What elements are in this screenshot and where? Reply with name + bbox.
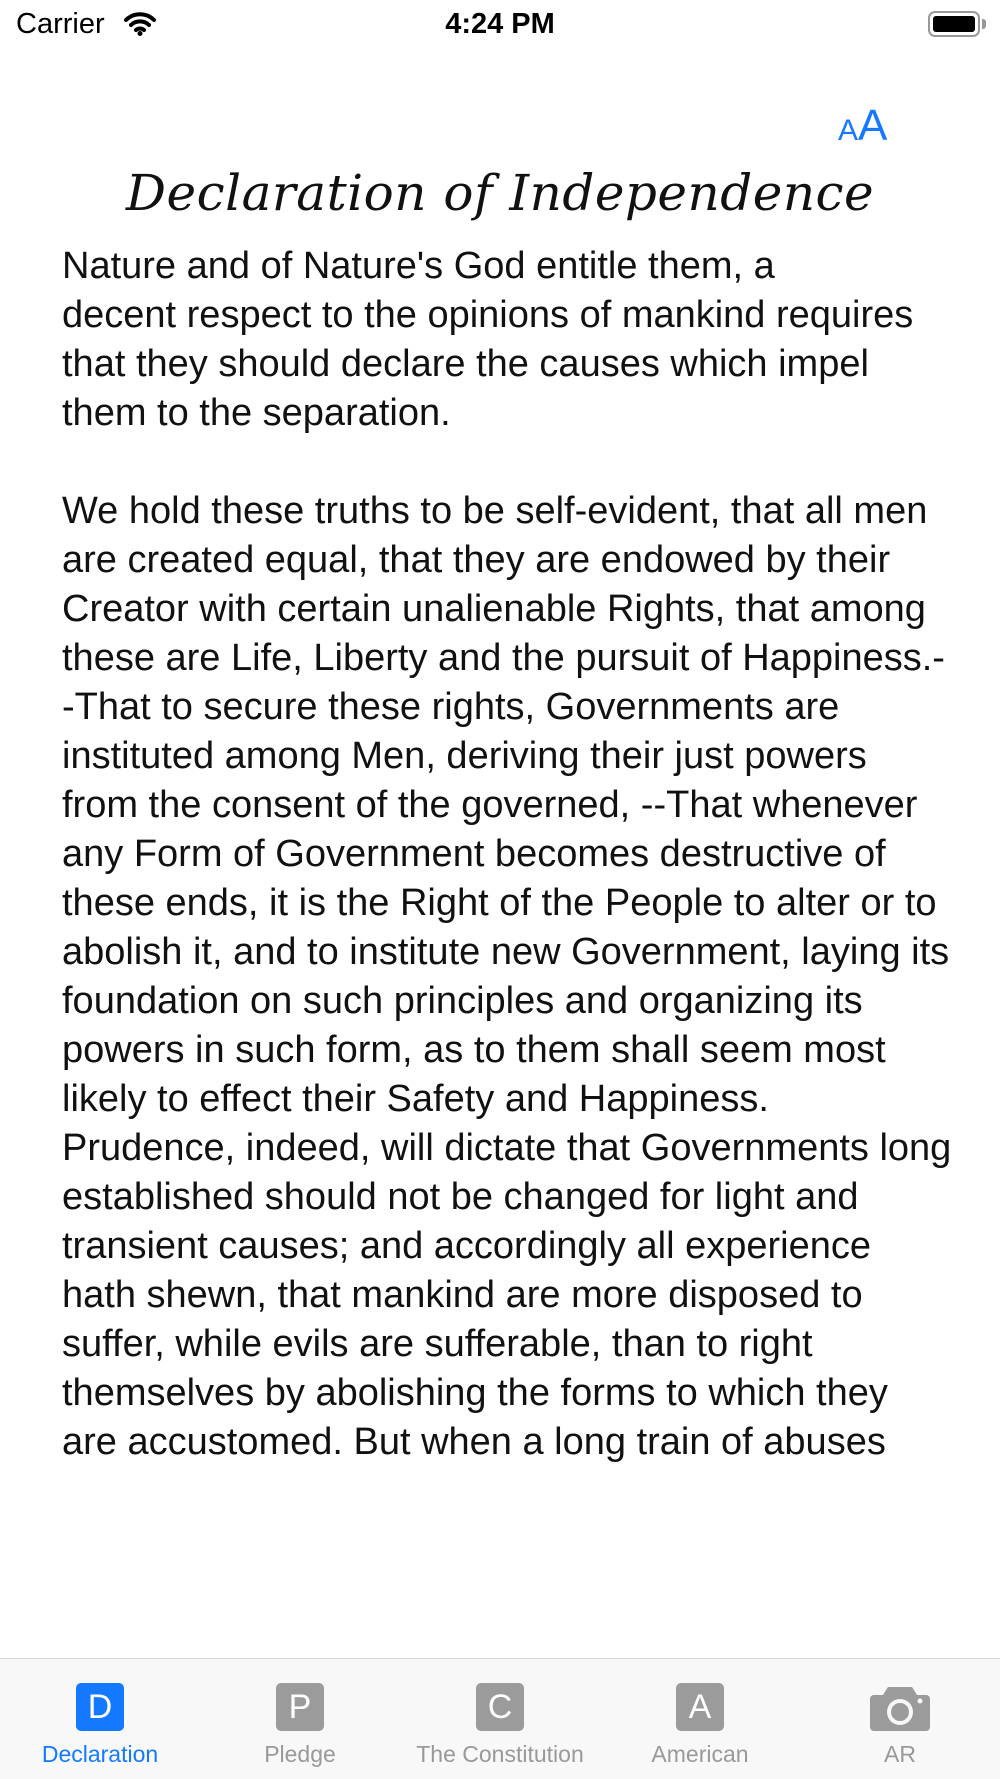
constitution-tab-icon: C — [476, 1683, 524, 1731]
font-size-small-glyph: A — [838, 114, 859, 147]
carrier-label: Carrier — [16, 8, 105, 40]
american-tab-icon: A — [676, 1683, 724, 1731]
tab-bar — [0, 1658, 1000, 1779]
camera-icon — [868, 1683, 932, 1738]
tab-declaration[interactable] — [0, 1659, 200, 1779]
tab-label-ar: AR — [884, 1741, 916, 1767]
font-size-button[interactable] — [838, 101, 888, 150]
tab-label-american: American — [651, 1741, 749, 1767]
status-bar — [0, 0, 1000, 52]
tab-ar[interactable] — [800, 1659, 1000, 1779]
tab-label-declaration: Declaration — [41, 1741, 159, 1767]
document-text: Nature and of Nature's God entitle them, a decent respect to the opinions of mankind requires that they should declare the causes which impel them to the separation. We hold these truths to be self-evident, that all men are created equal, that they are endowed by their Creator with certain unalienable Rights, that among these are Life, Liberty and the pursuit of Happiness.--That to secure these rights, Governments are instituted among Men, deriving their just powers from the consent of the governed, --That whenever any Form of Government becomes destructive of these ends, it is the Right of the People to alter or to abolish it, and to institute new Government, laying its foundation on such principles and organizing its powers in such form, as to them shall seem most likely to effect their Safety and Happiness. Prudence, indeed, will dictate that Governments long established should not be changed for light and transient causes; and accordingly all experience hath shewn, that mankind are more disposed to suffer, while evils are sufferable, than to right themselves by abolishing the forms to which they are accustomed. But when a long train of abuses — [62, 245, 952, 1463]
tab-label-pledge: Pledge — [264, 1741, 336, 1767]
tab-label-constitution: The Constitution — [416, 1741, 584, 1767]
status-time: 4:24 PM — [445, 8, 555, 40]
battery-cap — [982, 19, 986, 29]
tab-american[interactable] — [600, 1659, 800, 1779]
pledge-tab-icon: P — [276, 1683, 324, 1731]
page-title: Declaration of Independence — [125, 164, 875, 222]
tab-pledge[interactable] — [200, 1659, 400, 1779]
tab-constitution[interactable] — [400, 1659, 600, 1779]
declaration-tab-icon: D — [76, 1683, 124, 1731]
font-size-large-glyph: A — [858, 101, 888, 150]
document-scroll-view[interactable] — [0, 245, 1000, 1578]
battery-icon — [928, 11, 980, 37]
